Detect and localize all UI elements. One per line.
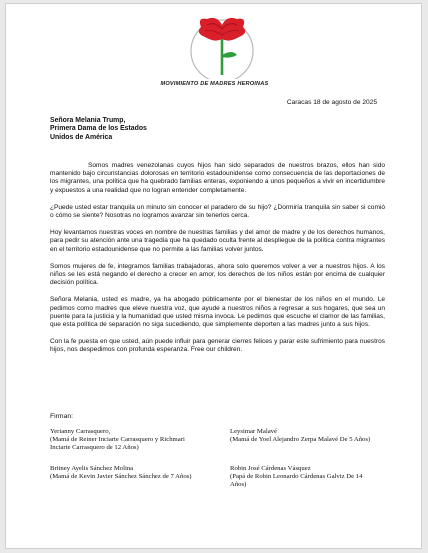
signatory-block	[230, 428, 380, 444]
signatory-name: Leysimar Malavé	[230, 428, 277, 435]
addressee-line: Unidos de América	[50, 133, 113, 141]
body-paragraph: ¿Puede usted estar tranquila un minuto sin conocer el paradero de su hijo? ¿Dormiría tranquila sin saber si comió o cómo se siente? Nosotras no logramos avanzar sin tenerlos cerca.	[50, 203, 385, 220]
body-paragraph: Señora Melania, usted es madre, ya ha abogado públicamente por el bienestar de los niños en el mundo. Le pedimos como madres que eleve nuestra voz, que ayude a nuestros niños a regresar a sus hogares, que sea un puente para la justicia y la humanidad que usted misma invoca. Le pedimos que escuche el clamor de las familias, que esta política de separación no siga sucediendo, que simplemente deporten a las madres junto a sus hijos.	[50, 296, 385, 329]
body-paragraph: Con la fe puesta en que usted, aún puede influir para generar cierres felices y parar este sufrimiento para nuestros hijos, nos despedimos con profunda esperanza. Free our children.	[50, 338, 385, 354]
organization-name: MOVIMIENTO DE MADRES HEROINAS	[160, 81, 269, 87]
signatory-detail: (Mamá de Yoel Alejandro Zerpa Malavé De 5 Años)	[230, 436, 371, 444]
addressee-line: Señora Melania Trump,	[50, 117, 126, 124]
body-paragraph: Somos madres venezolanas cuyos hijos han sido separados de nuestros brazos, ellos han sido mantenido bajo circunstancias dolorosas en territorio estadounidense como consecuencia de las deportaciones de los migrantes, una política que ha quebrado familias enteras, exponiendo a unos pequeños a vivir en incertidumbre y expuestos a una realidad que no logran entender completamente.	[50, 162, 385, 194]
signatory-name: Yerianny Carrasquero,	[50, 428, 111, 435]
carnation-flower-icon	[177, 11, 267, 79]
letter-page	[5, 3, 422, 549]
signatory-detail: (Mamá de Kevin Javier Sánchez Sánchez de 7 Años)	[50, 473, 192, 481]
addressee-line: Primera Dama de los Estados	[50, 125, 147, 133]
signatory-block	[50, 428, 200, 452]
body-paragraph: Hoy levantamos nuestras voces en nombre de nuestras familias y del amor de madre y de los derechos humanos, para pedir su atención ante una tragedia que ha quedado oculta frente al despliegue de la política contra migrantes en el territorio estadounidense que no permite a las familias volver juntos.	[50, 229, 385, 253]
letter-date: Caracas 18 de agosto de 2025	[286, 99, 377, 106]
letter-body	[50, 162, 385, 364]
firman-label: Firman:	[50, 413, 74, 420]
addressee-block	[50, 117, 380, 142]
signatory-name: Robin José Cárdenas Vásquez	[230, 465, 311, 472]
signatory-detail: (Mamá de Reiner Inciarte Carrasquero y Richmari Inciarte Carrasquero de 12 Años)	[50, 436, 185, 452]
signatory-detail: (Papá de Robin Leonardo Cárdenas Galviz De 14 Años)	[230, 473, 363, 489]
signatory-name: Britney Ayelis Sánchez Molina	[50, 465, 134, 472]
signatory-block	[230, 465, 380, 489]
signatory-block	[50, 465, 200, 481]
body-paragraph: Somos mujeres de fe, integramos familias trabajadoras, ahora solo queremos volver a ver a nuestros hijos. A los niños se les está negando el derecho a crecer en amor, los derechos de los niños están por encima de cualquier decisión política.	[50, 262, 385, 287]
